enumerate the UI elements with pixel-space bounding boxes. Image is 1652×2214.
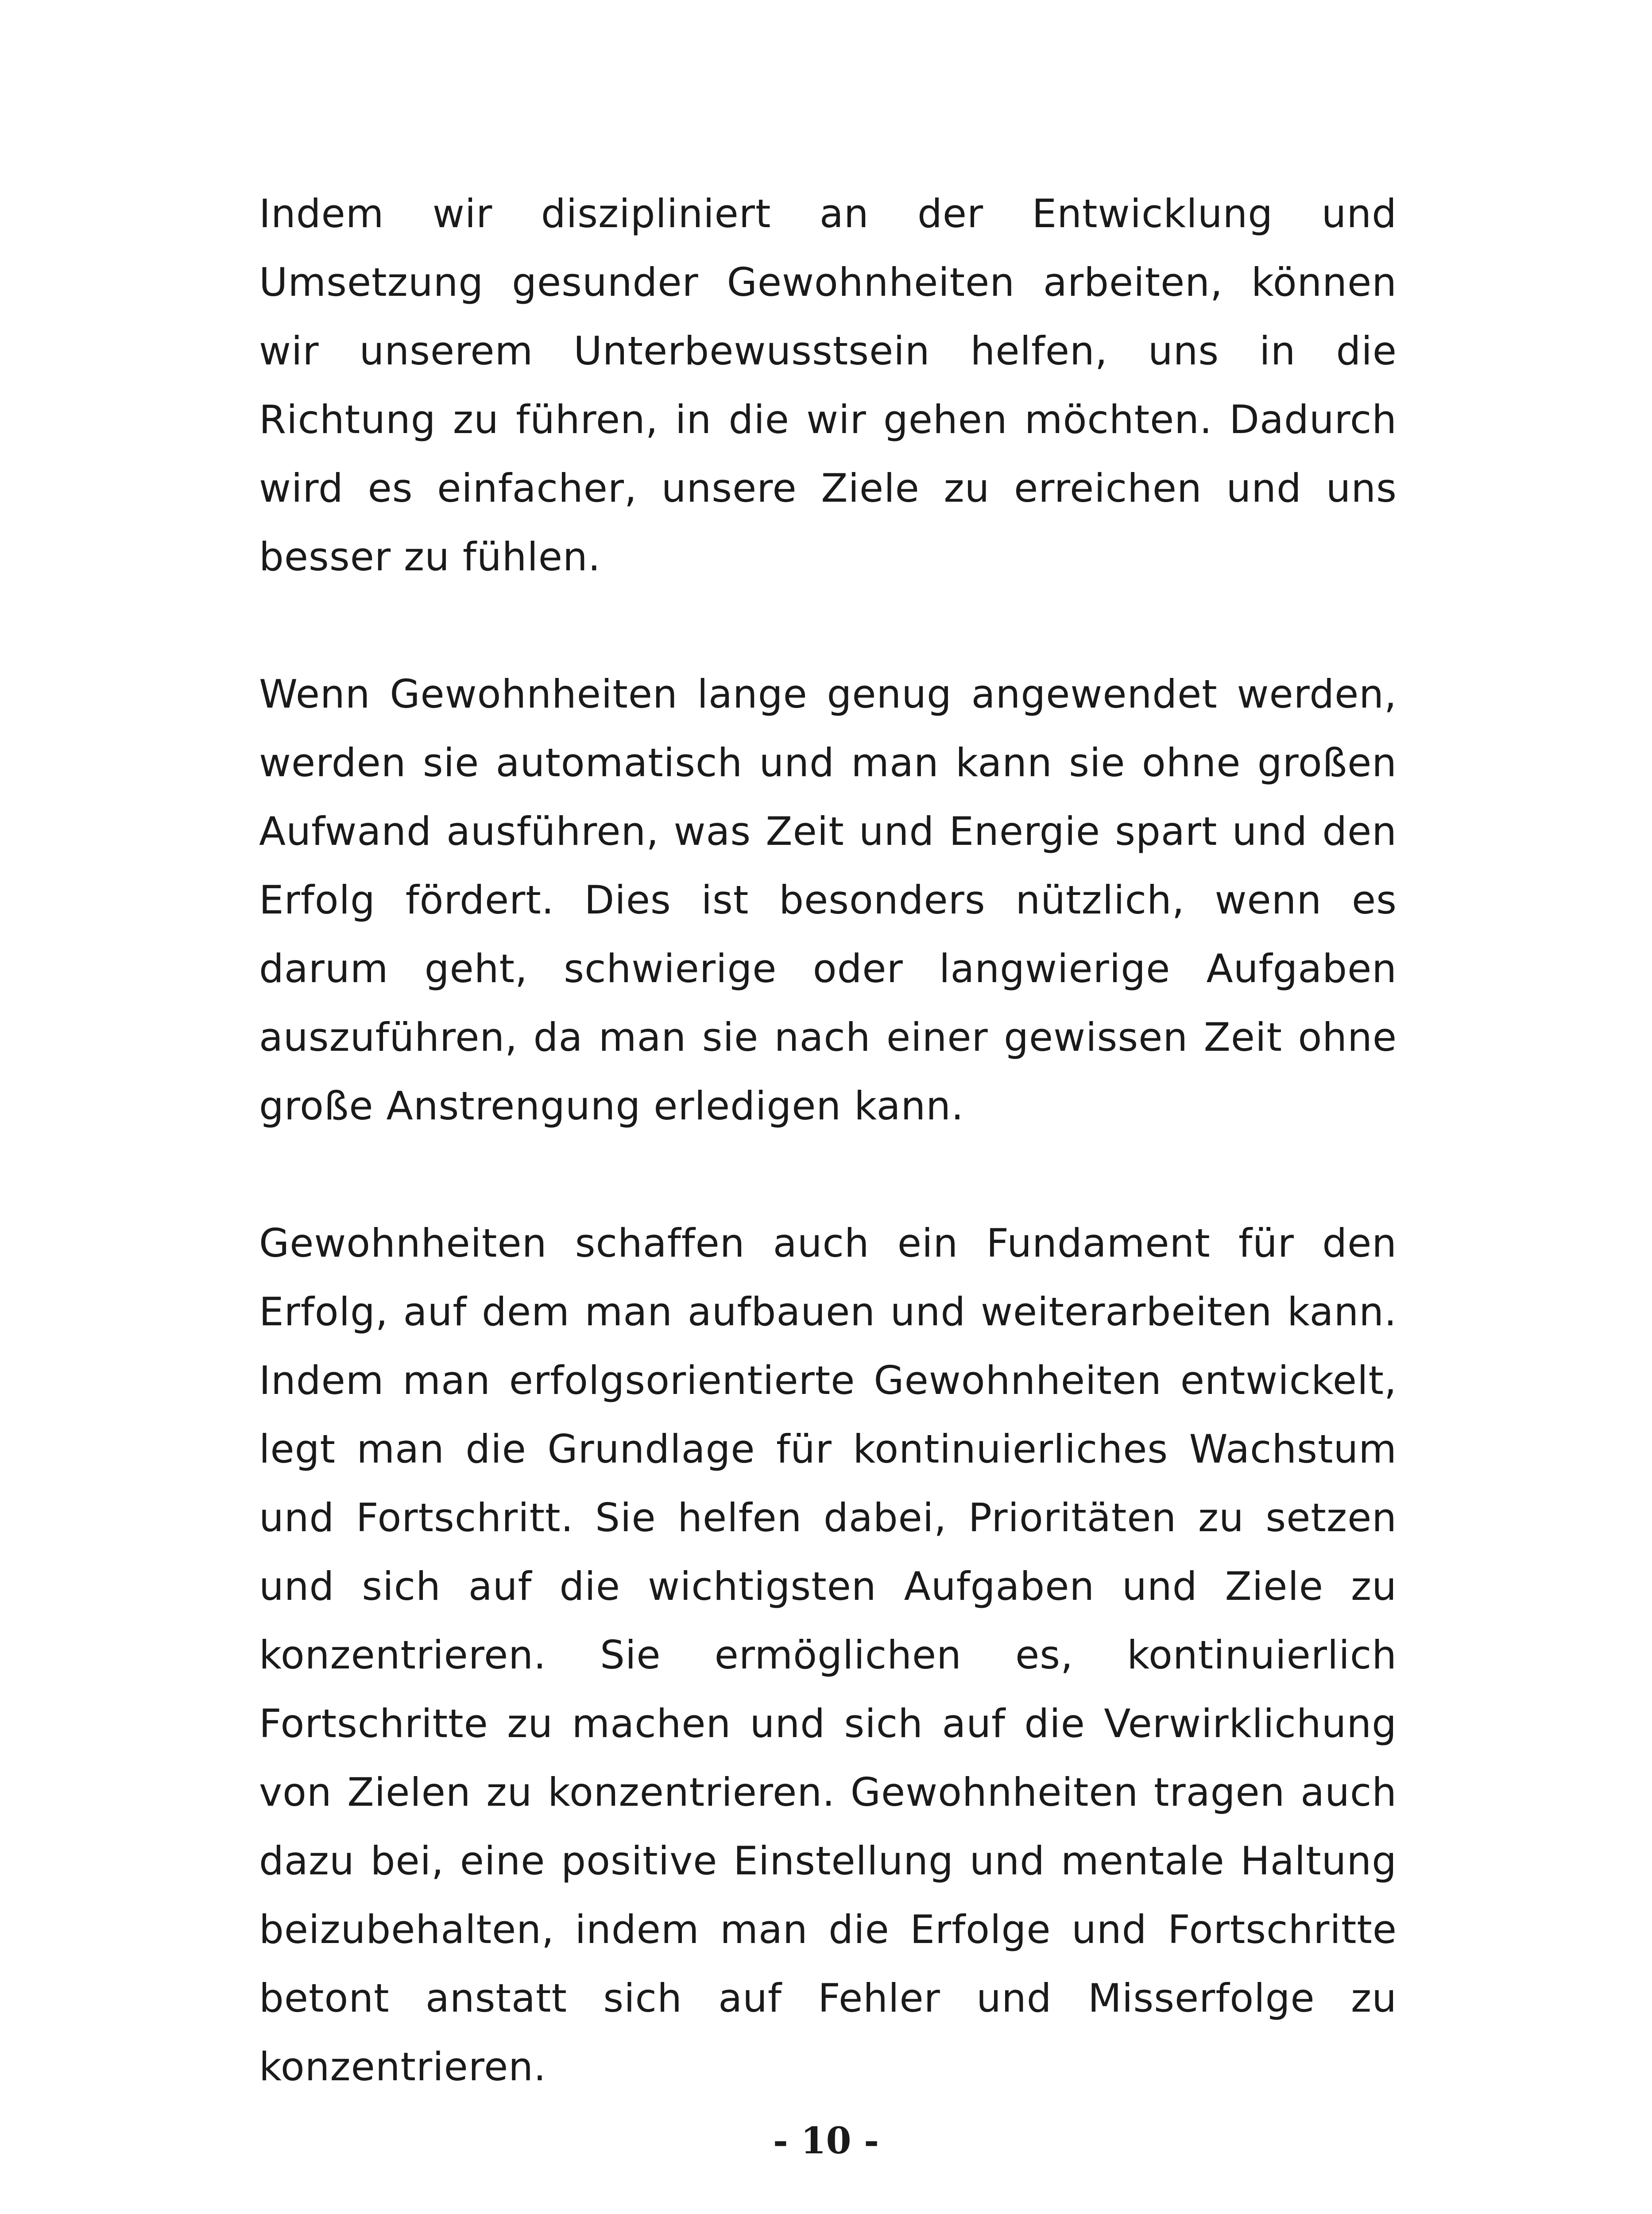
page-number: - 10 - <box>773 2120 879 2162</box>
body-text <box>259 179 1397 2101</box>
paragraph-3: Gewohnheiten schaffen auch ein Fundament für den Erfolg, auf dem man aufbauen und weiterarbeiten kann. Indem man erfolgsorientierte Gewohnheiten entwickelt, legt man die Grundlage für kontinuierliches Wachstum und Fortschritt. Sie helfen dabei, Prioritäten zu setzen und sich auf die wichtigsten Aufgaben und Ziele zu konzentrieren. Sie ermöglichen es, kontinuierlich Fortschritte zu machen und sich auf die Verwirklichung von Zielen zu konzentrieren. Gewohnheiten tragen auch dazu bei, eine positive Einstellung und mentale Haltung beizubehalten, indem man die Erfolge und Fortschritte betont anstatt sich auf Fehler und Misserfolge zu konzentrieren. <box>259 1220 1397 2090</box>
paragraph-1: Indem wir diszipliniert an der Entwicklung und Umsetzung gesunder Gewohnheiten arbeiten, können wir unserem Unterbewusstsein helfen, uns in die Richtung zu führen, in die wir gehen möchten. Dadurch wird es einfacher, unsere Ziele zu erreichen und uns besser zu fühlen. <box>259 191 1397 580</box>
paragraph-2: Wenn Gewohnheiten lange genug angewendet werden, werden sie automatisch und man kann sie ohne großen Aufwand ausführen, was Zeit und Energie spart und den Erfolg fördert. Dies ist besonders nützlich, wenn es darum geht, schwierige oder langwierige Aufgaben auszuführen, da man sie nach einer gewissen Zeit ohne große Anstrengung erledigen kann. <box>259 671 1397 1129</box>
